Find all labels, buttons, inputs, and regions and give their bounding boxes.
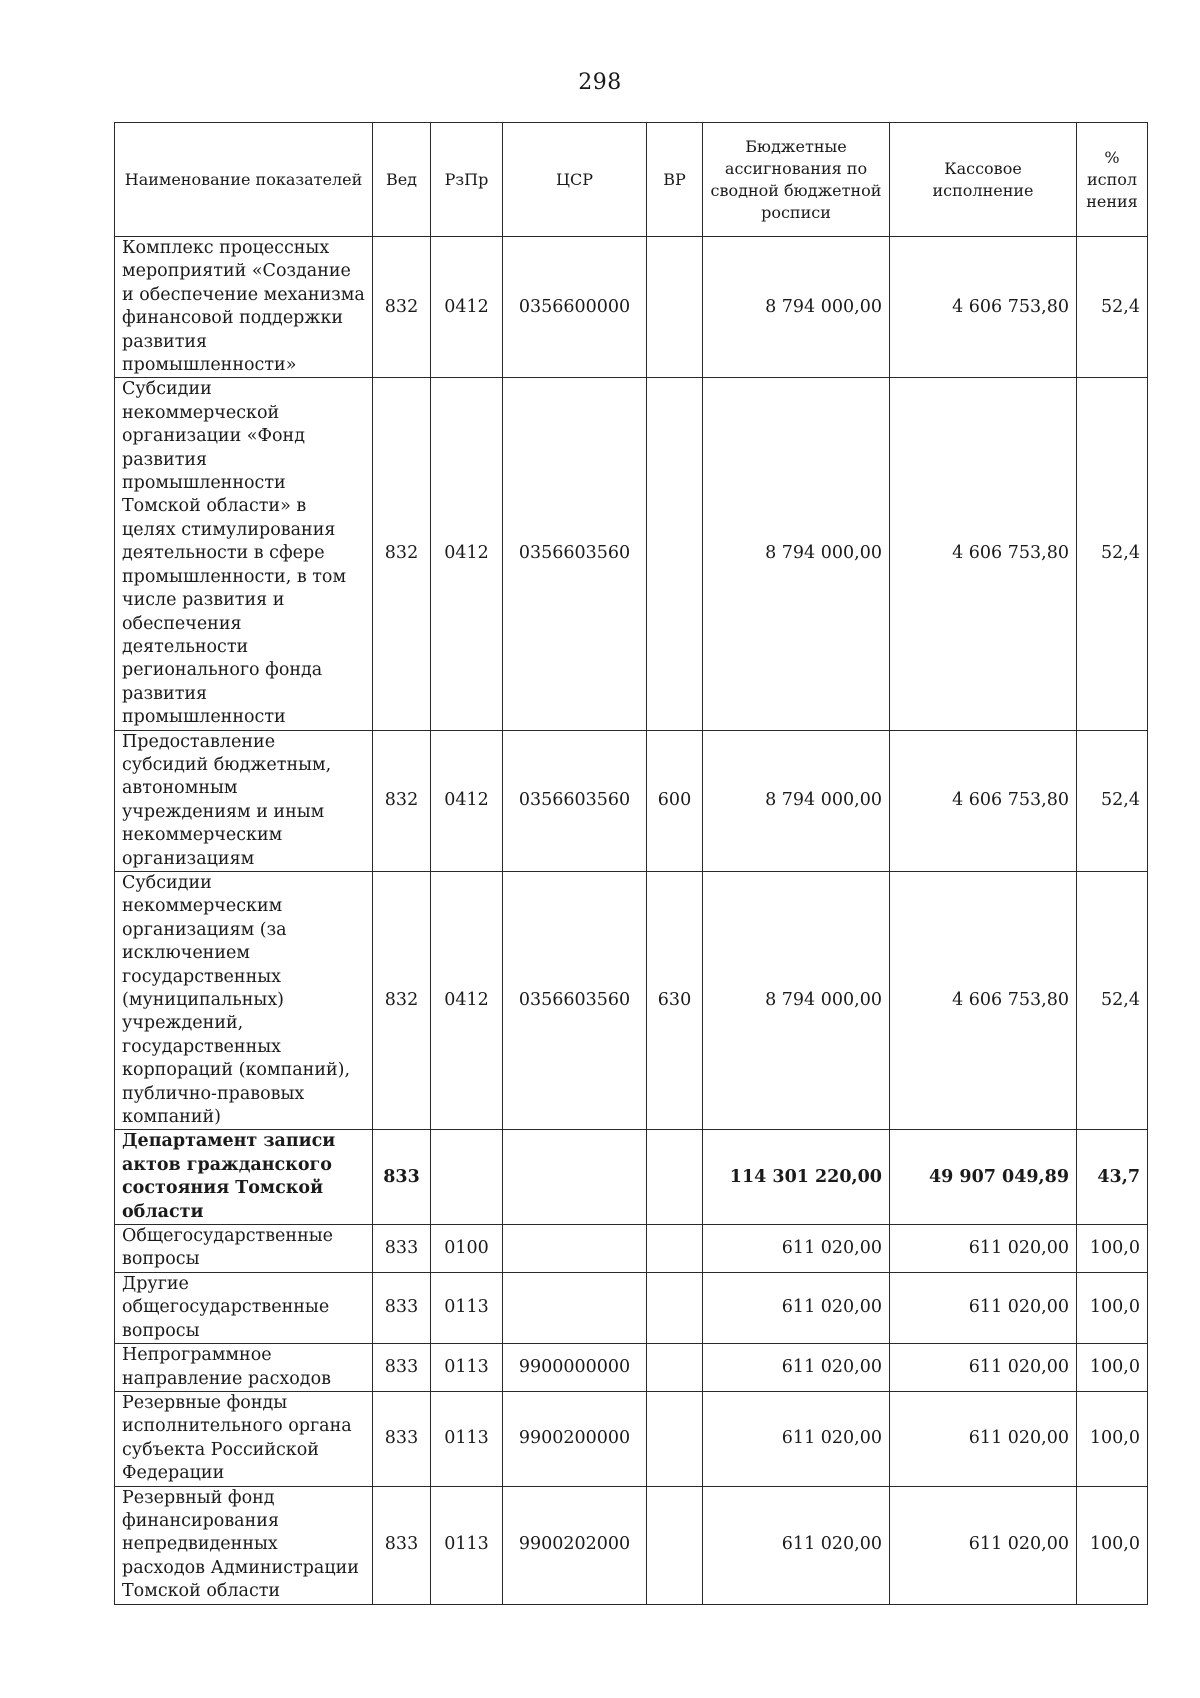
page-number: 298 xyxy=(578,70,622,95)
table-row xyxy=(115,1344,1148,1392)
row-rzpr: 0113 xyxy=(431,1486,503,1604)
row-plan: 8 794 000,00 xyxy=(703,237,890,378)
row-name: Резервный фонд финансирования непредвиденных расходов Администрации Томской области xyxy=(115,1486,373,1604)
row-name: Другие общегосударственные вопросы xyxy=(115,1272,373,1343)
row-csr: 9900202000 xyxy=(503,1486,647,1604)
row-ved: 832 xyxy=(373,871,431,1129)
row-pct: 100,0 xyxy=(1077,1344,1148,1392)
row-plan: 611 020,00 xyxy=(703,1272,890,1343)
row-rzpr: 0113 xyxy=(431,1344,503,1392)
table-row xyxy=(115,378,1148,730)
row-rzpr: 0412 xyxy=(431,378,503,730)
table-row xyxy=(115,1272,1148,1343)
row-vr: 600 xyxy=(647,730,703,871)
row-rzpr: 0113 xyxy=(431,1272,503,1343)
header-name: Наименование показателей xyxy=(115,123,373,237)
header-vr: ВР xyxy=(647,123,703,237)
row-rzpr: 0100 xyxy=(431,1225,503,1273)
row-pct: 52,4 xyxy=(1077,237,1148,378)
row-ved: 833 xyxy=(373,1344,431,1392)
header-rzpr: РзПр xyxy=(431,123,503,237)
row-pct: 100,0 xyxy=(1077,1486,1148,1604)
row-name: Резервные фонды исполнительного органа субъекта Российской Федерации xyxy=(115,1391,373,1486)
table-row xyxy=(115,730,1148,871)
row-vr xyxy=(647,1344,703,1392)
row-vr xyxy=(647,1272,703,1343)
row-plan: 8 794 000,00 xyxy=(703,730,890,871)
table-row xyxy=(115,1225,1148,1273)
header-csr: ЦСР xyxy=(503,123,647,237)
table-header-row xyxy=(115,123,1148,237)
row-plan: 611 020,00 xyxy=(703,1486,890,1604)
row-name: Субсидии некоммерческим организациям (за исключением государственных (муниципальных) учреждений, государственных корпораций (компаний), публично-правовых компаний) xyxy=(115,871,373,1129)
row-csr xyxy=(503,1130,647,1225)
table-row xyxy=(115,871,1148,1129)
row-rzpr xyxy=(431,1130,503,1225)
budget-execution-table xyxy=(114,122,1148,1605)
row-csr: 0356603560 xyxy=(503,871,647,1129)
header-cash: Кассовое исполнение xyxy=(890,123,1077,237)
row-name: Комплекс процессных мероприятий «Создание и обеспечение механизма финансовой поддержки развития промышленности» xyxy=(115,237,373,378)
row-cash: 4 606 753,80 xyxy=(890,237,1077,378)
row-rzpr: 0412 xyxy=(431,730,503,871)
row-rzpr: 0113 xyxy=(431,1391,503,1486)
row-pct: 100,0 xyxy=(1077,1272,1148,1343)
row-ved: 833 xyxy=(373,1225,431,1273)
row-ved: 833 xyxy=(373,1272,431,1343)
row-cash: 611 020,00 xyxy=(890,1225,1077,1273)
row-csr: 9900000000 xyxy=(503,1344,647,1392)
row-cash: 611 020,00 xyxy=(890,1486,1077,1604)
row-cash: 4 606 753,80 xyxy=(890,871,1077,1129)
row-plan: 611 020,00 xyxy=(703,1391,890,1486)
row-pct: 100,0 xyxy=(1077,1225,1148,1273)
row-ved: 832 xyxy=(373,730,431,871)
table-row-department xyxy=(115,1130,1148,1225)
row-cash: 611 020,00 xyxy=(890,1272,1077,1343)
row-cash: 611 020,00 xyxy=(890,1391,1077,1486)
header-ved: Вед xyxy=(373,123,431,237)
row-csr: 0356603560 xyxy=(503,378,647,730)
table-row xyxy=(115,1486,1148,1604)
row-vr xyxy=(647,1225,703,1273)
row-vr: 630 xyxy=(647,871,703,1129)
row-plan: 611 020,00 xyxy=(703,1225,890,1273)
row-cash: 4 606 753,80 xyxy=(890,730,1077,871)
table-row xyxy=(115,1391,1148,1486)
row-plan: 8 794 000,00 xyxy=(703,871,890,1129)
row-cash: 611 020,00 xyxy=(890,1344,1077,1392)
row-csr: 0356603560 xyxy=(503,730,647,871)
row-name: Общегосударственные вопросы xyxy=(115,1225,373,1273)
row-ved: 832 xyxy=(373,378,431,730)
row-ved: 833 xyxy=(373,1130,431,1225)
row-cash: 4 606 753,80 xyxy=(890,378,1077,730)
row-name: Непрограммное направление расходов xyxy=(115,1344,373,1392)
row-pct: 52,4 xyxy=(1077,730,1148,871)
header-pct: % испол нения xyxy=(1077,123,1148,237)
row-vr xyxy=(647,1486,703,1604)
row-rzpr: 0412 xyxy=(431,237,503,378)
row-csr xyxy=(503,1272,647,1343)
row-csr: 0356600000 xyxy=(503,237,647,378)
row-csr: 9900200000 xyxy=(503,1391,647,1486)
row-rzpr: 0412 xyxy=(431,871,503,1129)
row-plan: 611 020,00 xyxy=(703,1344,890,1392)
row-vr xyxy=(647,237,703,378)
row-pct: 43,7 xyxy=(1077,1130,1148,1225)
row-cash: 49 907 049,89 xyxy=(890,1130,1077,1225)
row-plan: 8 794 000,00 xyxy=(703,378,890,730)
row-ved: 833 xyxy=(373,1486,431,1604)
row-name: Департамент записи актов гражданского состояния Томской области xyxy=(115,1130,373,1225)
row-ved: 832 xyxy=(373,237,431,378)
row-name: Предоставление субсидий бюджетным, автономным учреждениям и иным некоммерческим организациям xyxy=(115,730,373,871)
table-row xyxy=(115,237,1148,378)
row-ved: 833 xyxy=(373,1391,431,1486)
header-plan: Бюджетные ассигнования по сводной бюджетной росписи xyxy=(703,123,890,237)
row-vr xyxy=(647,378,703,730)
row-vr xyxy=(647,1391,703,1486)
row-pct: 52,4 xyxy=(1077,871,1148,1129)
row-vr xyxy=(647,1130,703,1225)
row-pct: 100,0 xyxy=(1077,1391,1148,1486)
row-pct: 52,4 xyxy=(1077,378,1148,730)
row-csr xyxy=(503,1225,647,1273)
row-name: Субсидии некоммерческой организации «Фонд развития промышленности Томской области» в целях стимулирования деятельности в сфере промышленности, в том числе развития и обеспечения деятельности регионального фонда развития промышленности xyxy=(115,378,373,730)
row-plan: 114 301 220,00 xyxy=(703,1130,890,1225)
